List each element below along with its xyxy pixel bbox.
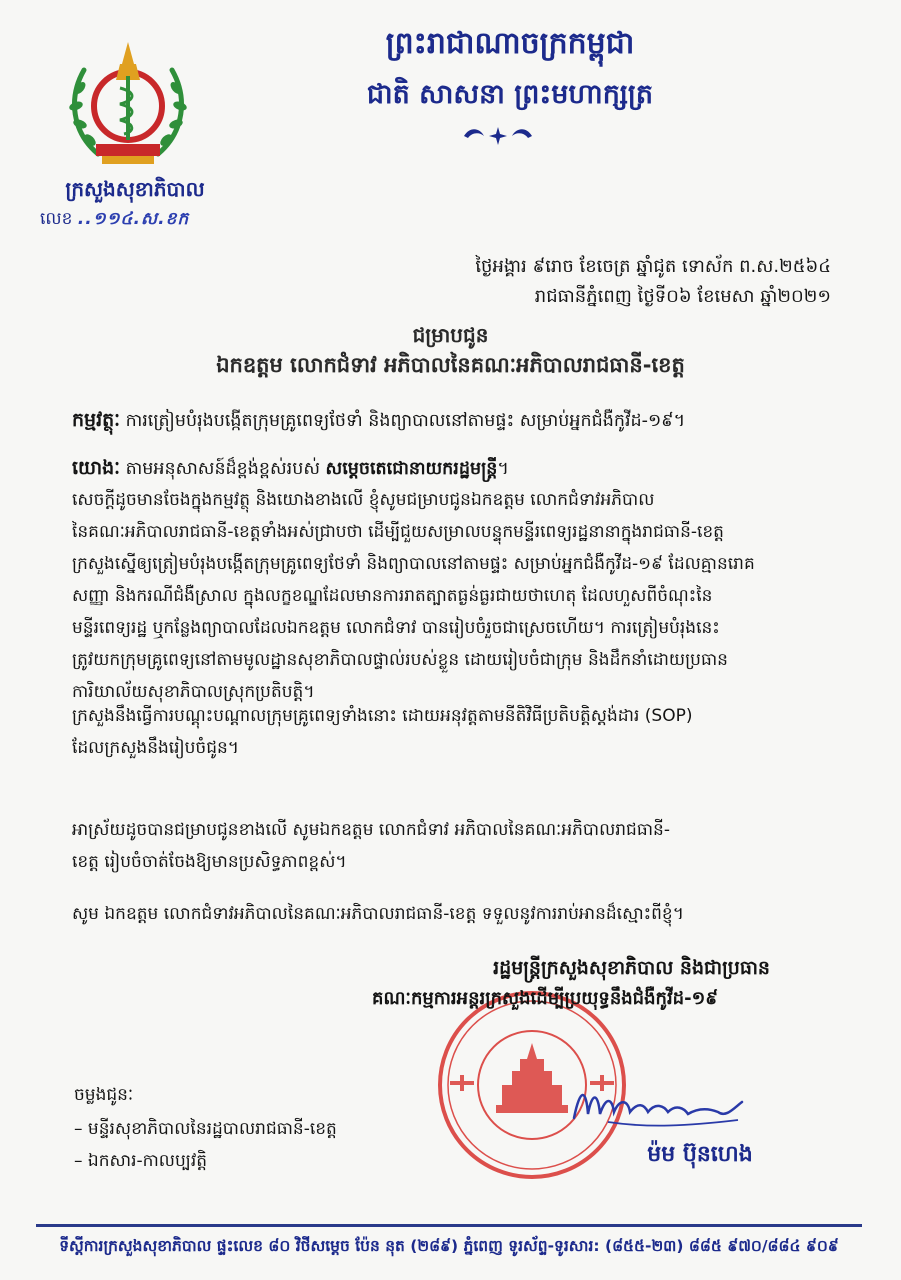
cc-item: – ឯកសារ-កាលប្បវត្តិ xyxy=(74,1151,208,1171)
body-line: ការិយាល័យសុខាភិបាលស្រុកប្រតិបត្តិ។ xyxy=(72,682,315,702)
ornament-icon xyxy=(458,124,538,148)
body-line: នៃគណៈអភិបាលរាជធានី-ខេត្តទាំងអស់ជ្រាបថា ដើម្បីជួយសម្រាលបន្ទុកមន្ទីរពេទ្យរដ្ឋនានាក្នុងរាជធានី-ខេត្ត xyxy=(72,522,724,542)
body-line: ខេត្ត រៀបចំចាត់ចែងឱ្យមានប្រសិទ្ធភាពខ្ពស់។ xyxy=(72,852,347,872)
body-line: សូម ឯកឧត្តម លោកជំទាវអភិបាលនៃគណៈអភិបាលរាជធានី-ខេត្ត ទទួលនូវការរាប់អានដ៏ស្មោះពីខ្ញុំ។ xyxy=(72,904,684,924)
body-line: មន្ទីរពេទ្យរដ្ឋ ឬកន្លែងព្យាបាលដែលឯកឧត្តម លោកជំទាវ បានរៀបចំរួចជាស្រេចហើយ។ ការត្រៀមបំរុងនេះ xyxy=(72,618,720,638)
document-number xyxy=(40,208,189,233)
kingdom-title: ព្រះរាជាណាចក្រកម្ពុជា xyxy=(385,26,635,61)
handwritten-signature xyxy=(568,1078,748,1138)
body-line: ក្រសួងនឹងធ្វើការបណ្តុះបណ្តាលក្រុមគ្រូពេទ្យទាំងនោះ ដោយអនុវត្តតាមនីតិវិធីប្រតិបត្តិស្តង់ដារ (SOP) xyxy=(72,706,693,726)
reference-end: ។ xyxy=(497,459,509,479)
body-line: សេចក្តីដូចមានចែងក្នុងកម្មវត្ថុ និងយោងខាងលើ ខ្ញុំសូមជម្រាបជូនឯកឧត្តម លោកជំទាវអភិបាល xyxy=(72,490,655,510)
subject-label: កម្មវត្ថុៈ xyxy=(72,409,121,431)
body-paragraph-1 xyxy=(72,484,842,708)
body-line: សញ្ញា និងករណីជំងឺស្រាល ក្នុងលក្ខខណ្ឌដែលមានការរាតត្បាតធ្ងន់ធ្ងរជាយថាហេតុ ដែលហួសពីចំណុះនៃ xyxy=(72,586,713,606)
body-paragraph-2 xyxy=(72,700,842,764)
reference-line xyxy=(72,456,842,484)
subject-text: ការត្រៀមបំរុងបង្កើតក្រុមគ្រូពេទ្យថែទាំ និងព្យាបាលនៅតាមផ្ទះ សម្រាប់អ្នកជំងឺកូវីដ-១៩។ xyxy=(120,411,686,431)
body-paragraph-4 xyxy=(72,898,842,930)
lunar-date: ថ្ងៃអង្គារ ៩រោច ខែចេត្រ ឆ្នាំជូត ទោស័ក ព.ស.២៥៦៤ xyxy=(475,256,831,277)
subject-line xyxy=(72,408,842,436)
reference-label: យោងៈ xyxy=(72,457,121,479)
footer-divider xyxy=(36,1224,862,1227)
ministry-logo xyxy=(58,36,198,171)
body-line: ត្រូវយកក្រុមគ្រូពេទ្យនៅតាមមូលដ្ឋានសុខាភិបាលផ្ទាល់របស់ខ្លួន ដោយរៀបចំជាក្រុម និងដឹកនាំដោយប្រធាន xyxy=(72,650,728,670)
reference-bold: សម្តេចតេជោនាយករដ្ឋមន្ត្រី xyxy=(325,459,498,479)
solar-date: រាជធានីភ្នំពេញ ថ្ងៃទី០៦ ខែមេសា ឆ្នាំ២០២១ xyxy=(534,286,831,307)
signatory-name: ម៉ម ប៊ុនហេង xyxy=(647,1142,753,1167)
document-number-label: លេខ xyxy=(40,209,73,229)
recipient-name: ឯកឧត្តម លោកជំទាវ អភិបាលនៃគណៈអភិបាលរាជធានី-ខេត្ត xyxy=(216,353,685,377)
signatory-title-1: រដ្ឋមន្ត្រីក្រសួងសុខាភិបាល និងជាប្រធាន xyxy=(493,957,770,979)
cc-title: ចម្លងជូនៈ xyxy=(74,1085,134,1105)
cc-item: – មន្ទីរសុខាភិបាលនៃរដ្ឋបាលរាជធានី-ខេត្ត xyxy=(74,1119,337,1139)
ministry-name: ក្រសួងសុខាភិបាល xyxy=(65,177,205,201)
document-number-value: ..១១៤.ស.ខក xyxy=(77,209,190,229)
body-line: ដែលក្រសួងនឹងរៀបចំជូន។ xyxy=(72,738,240,758)
body-line: អាស្រ័យដូចបានជម្រាបជូនខាងលើ សូមឯកឧត្តម លោកជំទាវ អភិបាលនៃគណៈអភិបាលរាជធានី- xyxy=(72,820,670,840)
footer-address: ទីស្តីការក្រសួងសុខាភិបាល ផ្ទះលេខ ៨០ វិថីសម្តេច ប៉ែន នុត (២៨៩) ភ្នំពេញ ទូរស័ព្ទ-ទូរសារ: (៨៥៥-២៣) ៨៨៥ ៩៧០/៨៨៤ ៩០៩ xyxy=(59,1237,839,1255)
body-paragraph-3 xyxy=(72,814,842,878)
national-motto: ជាតិ សាសនា ព្រះមហាក្សត្រ xyxy=(366,79,654,110)
body-line: ក្រសួងស្នើឲ្យត្រៀមបំរុងបង្កើតក្រុមគ្រូពេទ្យថែទាំ និងព្យាបាលនៅតាមផ្ទះ សម្រាប់អ្នកជំងឺកូវីដ-១៩ ដែលគ្មានរោគ xyxy=(72,554,755,574)
reference-text: តាមអនុសាសន៍ដ៏ខ្ពង់ខ្ពស់របស់ xyxy=(120,459,326,479)
signatory-title-2: គណៈកម្មការអន្តរក្រសួងដើម្បីប្រយុទ្ធនឹងជំងឺកូវីដ-១៩ xyxy=(372,988,718,1009)
recipient-intro: ជម្រាបជូន xyxy=(412,323,489,347)
